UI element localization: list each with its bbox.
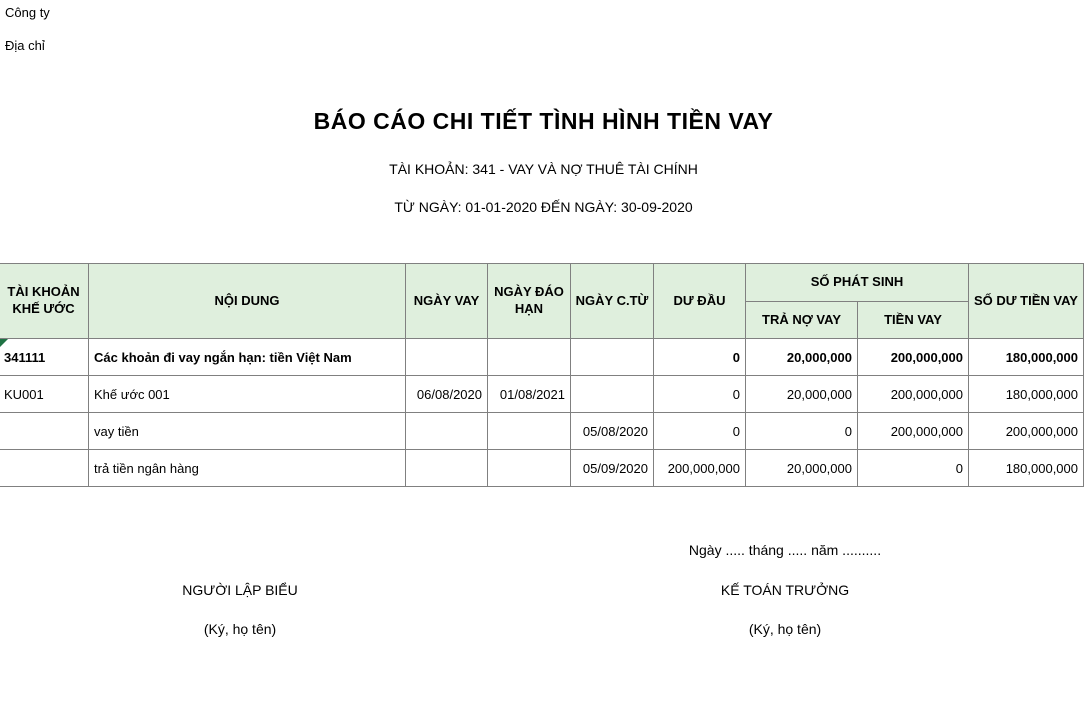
preparer-sign-hint: (Ký, họ tên): [203, 621, 277, 637]
table-row-summary: [0, 339, 1084, 376]
cell-due-date: [488, 339, 571, 376]
cell-repayment: 20,000,000: [746, 376, 858, 413]
cell-repayment: 20,000,000: [746, 339, 858, 376]
cell-due-date: [488, 450, 571, 487]
cell-corner-flag-icon: [0, 339, 8, 348]
cell-content: Các khoản đi vay ngắn hạn: tiền Việt Nam: [89, 339, 406, 376]
cell-account: KU001: [0, 376, 89, 413]
cell-content: Khế ước 001: [89, 376, 406, 413]
cell-repayment: 20,000,000: [746, 450, 858, 487]
col-header-loan-amount: TIỀN VAY: [858, 302, 969, 339]
cell-loan-date: [406, 339, 488, 376]
cell-account: 341111: [0, 339, 89, 376]
cell-doc-date: 05/09/2020: [571, 450, 654, 487]
report-date-range: TỪ NGÀY: 01-01-2020 ĐẾN NGÀY: 30-09-2020: [394, 199, 693, 215]
col-header-ending-balance: SỐ DƯ TIỀN VAY: [969, 264, 1084, 339]
cell-loan-date: [406, 413, 488, 450]
col-header-opening-balance: DƯ ĐẦU: [654, 264, 746, 339]
col-header-account: TÀI KHOẢN KHẾ ƯỚC: [0, 264, 89, 339]
cell-repayment: 0: [746, 413, 858, 450]
col-header-repayment: TRẢ NỢ VAY: [746, 302, 858, 339]
address-label: Địa chỉ: [5, 38, 45, 53]
cell-account: [0, 413, 89, 450]
loan-detail-table: [0, 263, 1084, 487]
cell-ending-balance: 180,000,000: [969, 450, 1084, 487]
cell-loan-date: 06/08/2020: [406, 376, 488, 413]
col-header-content: NỘI DUNG: [89, 264, 406, 339]
chief-accountant-sign-hint: (Ký, họ tên): [748, 621, 822, 637]
col-header-due-date: NGÀY ĐÁO HẠN: [488, 264, 571, 339]
cell-loan-date: [406, 450, 488, 487]
cell-opening-balance: 200,000,000: [654, 450, 746, 487]
cell-ending-balance: 180,000,000: [969, 376, 1084, 413]
cell-content: trả tiền ngân hàng: [89, 450, 406, 487]
cell-due-date: 01/08/2021: [488, 376, 571, 413]
cell-loan-amount: 200,000,000: [858, 376, 969, 413]
cell-loan-amount: 0: [858, 450, 969, 487]
table-row-contract: [0, 376, 1084, 413]
cell-due-date: [488, 413, 571, 450]
chief-accountant-title: KẾ TOÁN TRƯỞNG: [720, 582, 850, 598]
cell-content: vay tiền: [89, 413, 406, 450]
table-row-transaction: [0, 450, 1084, 487]
cell-loan-amount: 200,000,000: [858, 339, 969, 376]
cell-ending-balance: 200,000,000: [969, 413, 1084, 450]
col-header-doc-date: NGÀY C.TỪ: [571, 264, 654, 339]
cell-opening-balance: 0: [654, 339, 746, 376]
cell-doc-date: [571, 376, 654, 413]
report-title: BÁO CÁO CHI TIẾT TÌNH HÌNH TIỀN VAY: [313, 108, 774, 134]
cell-opening-balance: 0: [654, 413, 746, 450]
cell-ending-balance: 180,000,000: [969, 339, 1084, 376]
company-label: Công ty: [5, 5, 50, 20]
cell-doc-date: [571, 339, 654, 376]
col-header-loan-date: NGÀY VAY: [406, 264, 488, 339]
cell-loan-amount: 200,000,000: [858, 413, 969, 450]
col-header-movement-group: SỐ PHÁT SINH: [746, 264, 969, 302]
cell-opening-balance: 0: [654, 376, 746, 413]
report-account-subtitle: TÀI KHOẢN: 341 - VAY VÀ NỢ THUÊ TÀI CHÍNH: [389, 161, 698, 177]
signature-date-line: Ngày ..... tháng ..... năm ..........: [688, 542, 882, 558]
cell-doc-date: 05/08/2020: [571, 413, 654, 450]
preparer-title: NGƯỜI LẬP BIỂU: [182, 582, 298, 598]
table-row-transaction: [0, 413, 1084, 450]
cell-account: [0, 450, 89, 487]
